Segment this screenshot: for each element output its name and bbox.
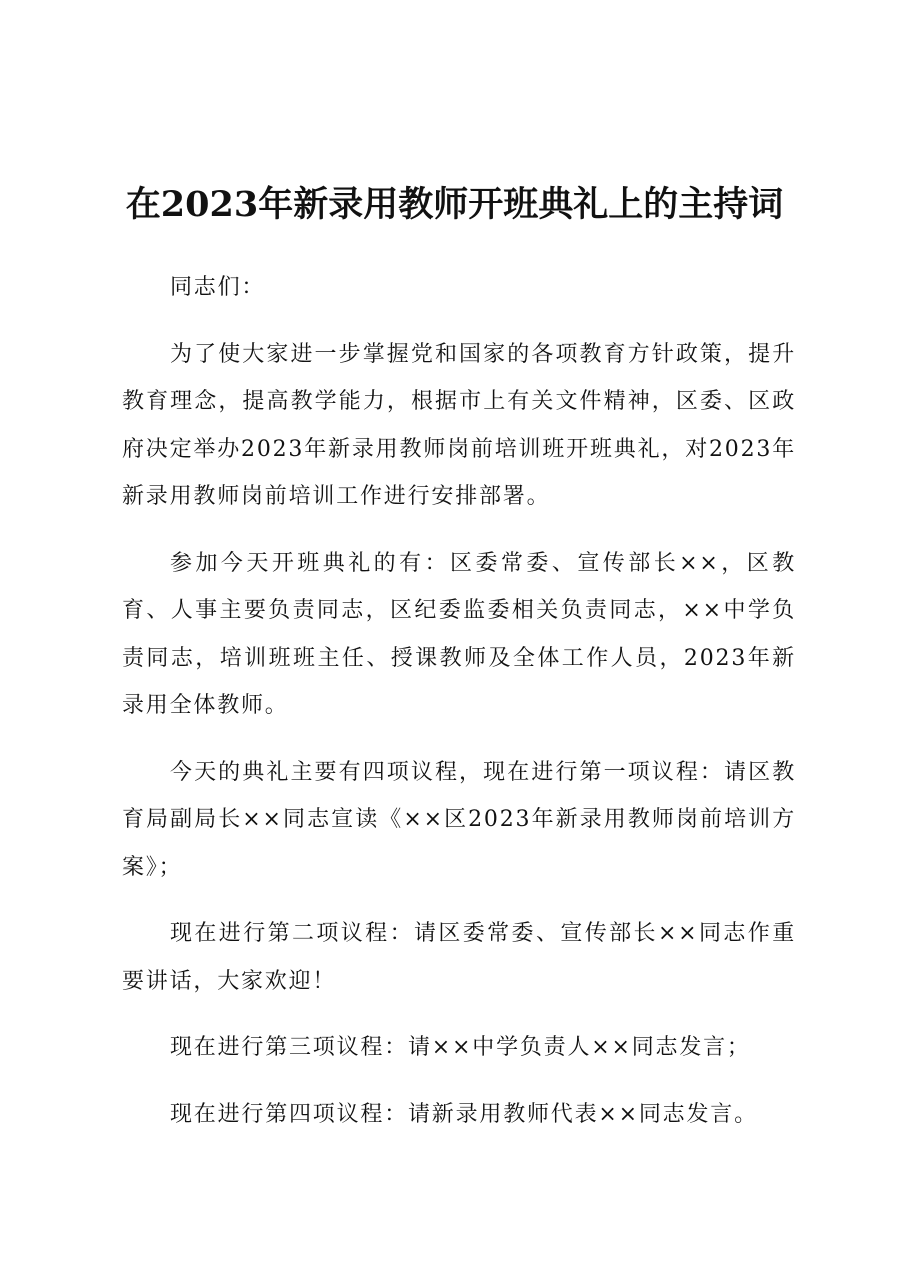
paragraph-agenda-2: 现在进行第二项议程：请区委常委、宣传部长××同志作重要讲话，大家欢迎！ [122, 921, 796, 994]
document-body [122, 264, 796, 1157]
paragraph-agenda-3: 现在进行第三项议程：请××中学负责人××同志发言； [170, 1035, 751, 1060]
paragraph-agenda-4: 现在进行第四项议程：请新录用教师代表××同志发言。 [170, 1101, 758, 1127]
paragraph-purpose: 为了使大家进一步掌握党和国家的各项教育方针政策，提升教育理念，提高教学能力，根据市上有关文件精神，区委、区政府决定举办2023年新录用教师岗前培训班开班典礼，对2023年新录用教师岗前培训工作进行安排部署。 [122, 341, 796, 509]
paragraph-attendees: 参加今天开班典礼的有：区委常委、宣传部长××，区教育、人事主要负责同志，区纪委监委相关负责同志，××中学负责同志，培训班班主任、授课教师及全体工作人员，2023年新录用全体教师。 [122, 550, 796, 718]
salutation: 同志们： [170, 275, 266, 300]
paragraph-agenda-1: 今天的典礼主要有四项议程，现在进行第一项议程：请区教育局副局长××同志宣读《××区2023年新录用教师岗前培训方案》； [122, 759, 796, 880]
document-title: 在2023年新录用教师开班典礼上的主持词 [125, 184, 784, 225]
